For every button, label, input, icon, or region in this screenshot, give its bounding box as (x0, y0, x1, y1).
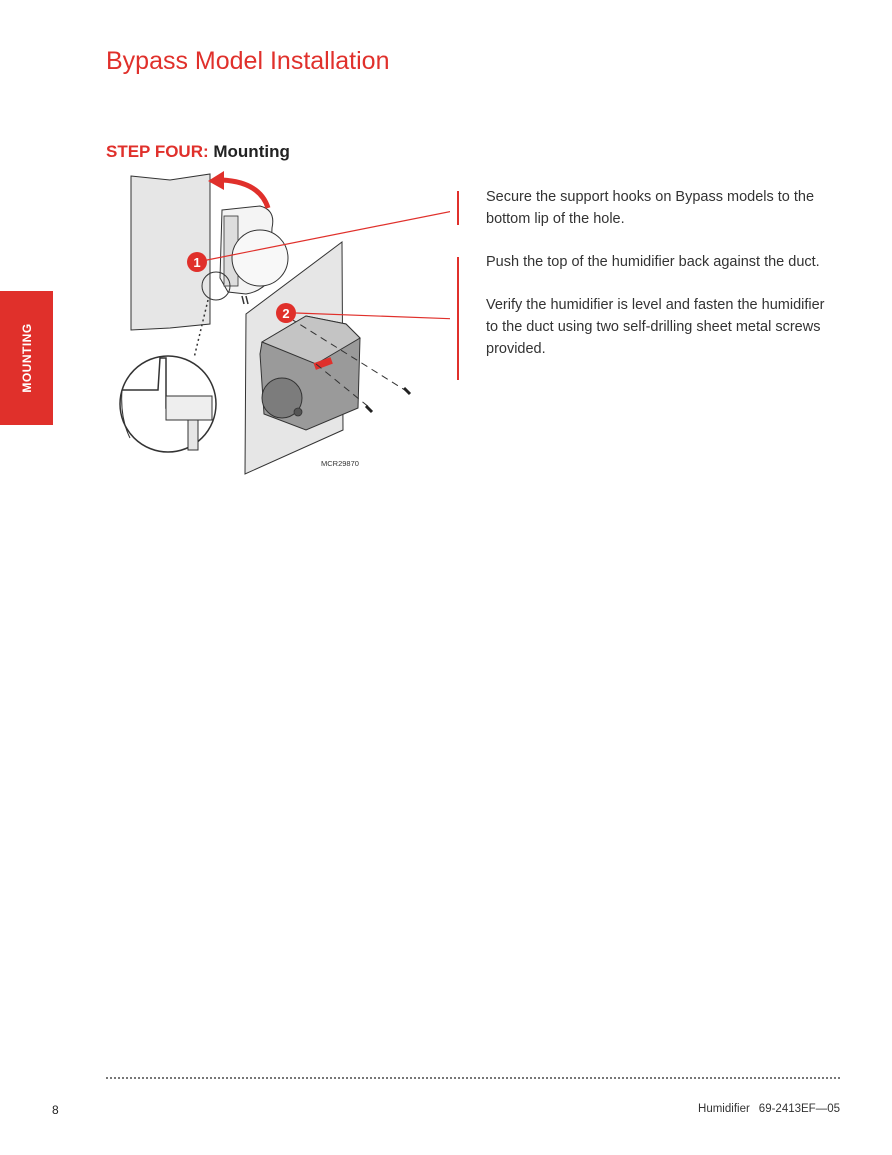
footer-product: Humidifier (698, 1103, 750, 1115)
step-name: Mounting (213, 142, 290, 161)
page-number: 8 (52, 1103, 59, 1117)
callout-2-number: 2 (282, 306, 290, 321)
instruction-1: Secure the support hooks on Bypass models to the bottom lip of the hole. (486, 189, 815, 227)
screw-2 (366, 406, 372, 412)
mounting-illustration (110, 168, 450, 478)
push-arrow (222, 180, 268, 208)
footer-doc-code: 69-2413EF—05 (758, 1103, 840, 1115)
screw-1 (404, 388, 410, 394)
page-title: Bypass Model Installation (106, 47, 390, 75)
footer-document-info (698, 1103, 840, 1115)
figure-code: MCR29870 (321, 459, 359, 468)
step-label: STEP FOUR: (106, 142, 209, 161)
callout-bar-1 (457, 191, 459, 225)
instruction-2: Push the top of the humidifier back against the duct. (486, 254, 820, 270)
callout-bar-2 (457, 257, 459, 380)
duct-panel-upper (131, 174, 210, 330)
instructions (486, 186, 836, 381)
instruction-3: Verify the humidifier is level and fasten the humidifier to the duct using two self-drilling sheet metal screws provided. (486, 297, 825, 357)
step-heading (106, 142, 290, 162)
footer-divider (106, 1077, 840, 1079)
section-tab (0, 291, 53, 425)
section-tab-label: MOUNTING (19, 323, 34, 393)
callout-1-number: 1 (193, 255, 201, 270)
detail-magnified-view (120, 356, 216, 452)
